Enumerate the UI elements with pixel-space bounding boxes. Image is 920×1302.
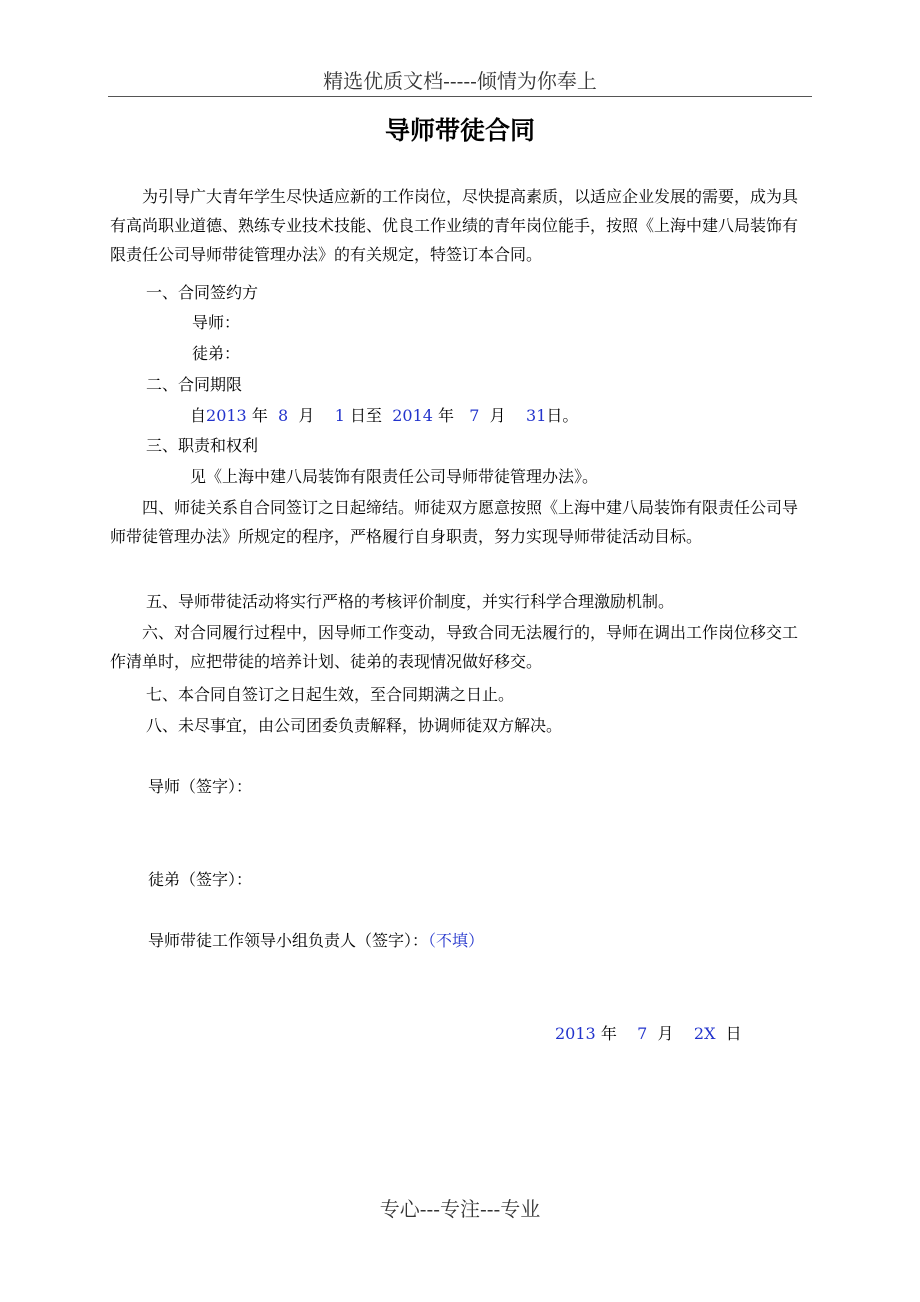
section-3-body: 见《上海中建八局装饰有限责任公司导师带徒管理办法》。 xyxy=(190,467,599,486)
start-month-unit: 月 xyxy=(298,406,315,425)
section-4-text: 四、师徒关系自合同签订之日起缔结。师徒双方愿意按照《上海中建八局装饰有限责任公司导师带徒管理办法》所规定的程序，严格履行自身职责，努力实现导师带徒活动目标。 xyxy=(110,498,799,546)
start-year: 2013 xyxy=(206,406,247,425)
header-divider xyxy=(108,96,812,97)
section-7: 七、本合同自签订之日起生效，至合同期满之日止。 xyxy=(146,685,515,704)
end-month-unit: 月 xyxy=(489,406,506,425)
intro-text: 为引导广大青年学生尽快适应新的工作岗位，尽快提高素质，以适应企业发展的需要，成为具有高尚职业道德、熟练专业技术技能、优良工作业绩的青年岗位能手，按照《上海中建八局装饰有限责任公司导师带徒管理办法》的有关规定，特签订本合同。 xyxy=(110,187,799,264)
page-header: 精选优质文档-----倾情为你奉上 xyxy=(323,69,597,93)
leader-signature-label xyxy=(148,926,484,955)
sign-month: 7 xyxy=(637,1024,648,1043)
page-footer: 专心---专注---专业 xyxy=(379,1197,541,1221)
leader-note: （不填） xyxy=(428,931,485,950)
start-day-unit: 日至 xyxy=(350,406,383,425)
section-4 xyxy=(110,493,810,551)
end-day: 31 xyxy=(526,406,547,425)
contract-period xyxy=(190,401,578,430)
signing-date xyxy=(555,1019,742,1048)
section-5: 五、导师带徒活动将实行严格的考核评价制度，并实行科学合理激励机制。 xyxy=(146,592,675,611)
mentor-signature-label: 导师（签字）： xyxy=(148,777,253,796)
period-prefix: 自 xyxy=(190,406,207,425)
sign-day-unit: 日 xyxy=(725,1024,742,1043)
end-day-unit: 日。 xyxy=(546,406,579,425)
section-6-text: 六、对合同履行过程中，因导师工作变动，导致合同无法履行的，导师在调出工作岗位移交工作清单时，应把带徒的培养计划、徒弟的表现情况做好移交。 xyxy=(110,623,799,671)
mentor-party: 导师： xyxy=(192,313,241,332)
end-year-unit: 年 xyxy=(438,406,455,425)
section-6 xyxy=(110,618,810,676)
start-day: 1 xyxy=(334,406,345,425)
sign-year: 2013 xyxy=(555,1024,596,1043)
end-year: 2014 xyxy=(392,406,433,425)
leader-signature-text: 导师带徒工作领导小组负责人（签字）： xyxy=(148,931,429,950)
sign-month-unit: 月 xyxy=(657,1024,674,1043)
start-month: 8 xyxy=(278,406,289,425)
start-year-unit: 年 xyxy=(251,406,268,425)
section-8: 八、未尽事宜，由公司团委负责解释，协调师徒双方解决。 xyxy=(146,716,563,735)
intro-paragraph xyxy=(110,182,810,269)
apprentice-signature-label: 徒弟（签字）： xyxy=(148,870,253,889)
document-title: 导师带徒合同 xyxy=(384,116,535,145)
sign-year-unit: 年 xyxy=(600,1024,617,1043)
section-2-heading: 二、合同期限 xyxy=(146,375,243,394)
apprentice-party: 徒弟： xyxy=(192,344,241,363)
section-1-heading: 一、合同签约方 xyxy=(146,283,259,302)
section-3-heading: 三、职责和权利 xyxy=(146,436,259,455)
sign-day: 2X xyxy=(693,1024,716,1043)
end-month: 7 xyxy=(469,406,480,425)
